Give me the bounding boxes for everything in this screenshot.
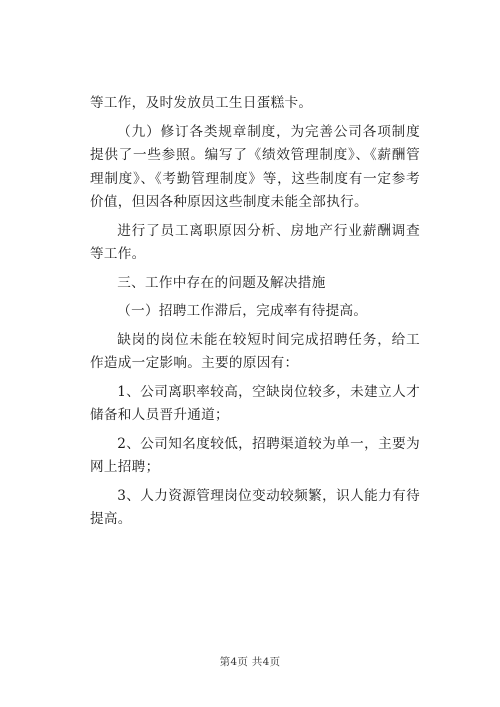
paragraph-2: （九）修订各类规章制度，为完善公司各项制度提供了一些参照。编写了《绩效管理制度》、《薪酬管理制度》、《考勤管理制度》等，这些制度有一定参考价值，但因各种原因这些制度未能全部执行。 [90, 123, 420, 210]
list-item-2: 2、公司知名度较低，招聘渠道较为单一，主要为网上招聘； [90, 435, 420, 475]
paragraph-6: 缺岗的岗位未能在较短时间完成招聘任务，给工作造成一定影响。主要的原因有： [90, 331, 420, 371]
page-footer: 第4页 共4页 [219, 656, 281, 668]
list-item-1: 1、公司离职率较高，空缺岗位较多，未建立人才储备和人员晋升通道； [90, 383, 420, 423]
paragraph-3: 进行了员工离职原因分析、房地产行业薪酬调查等工作。 [90, 222, 420, 262]
document-body [90, 92, 420, 537]
list-item-3: 3、人力资源管理岗位变动较频繁，识人能力有待提高。 [90, 487, 420, 527]
paragraph-1: 等工作，及时发放员工生日蛋糕卡。 [90, 95, 313, 111]
subsection-heading: （一）招聘工作滞后，完成率有待提高。 [117, 303, 368, 319]
section-heading: 三、工作中存在的问题及解决措施 [117, 274, 326, 291]
